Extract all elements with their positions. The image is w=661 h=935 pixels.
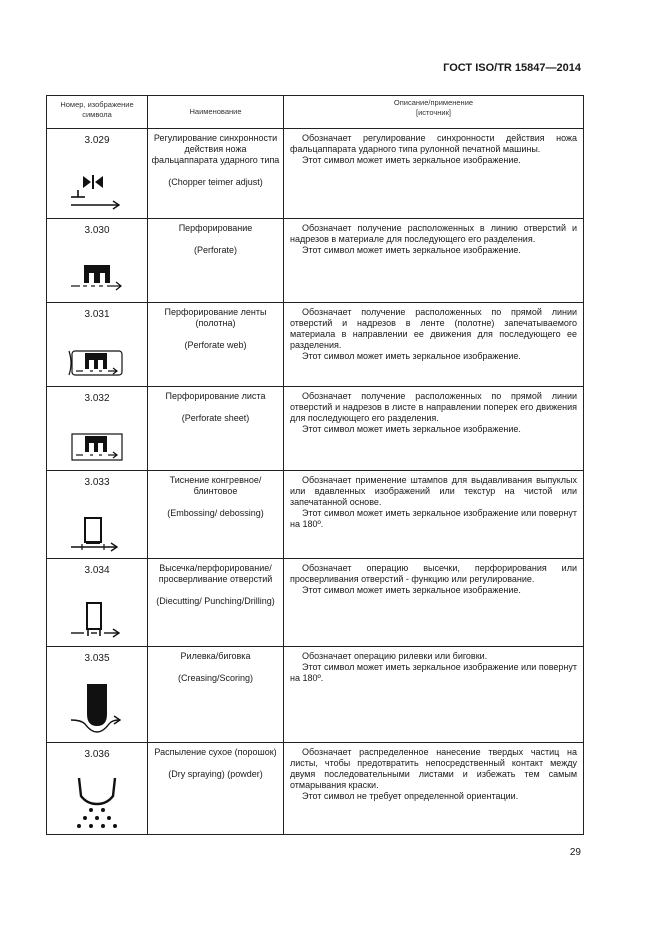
dry-spraying-icon: [67, 772, 127, 830]
symbol-name-en: (Perforate sheet): [181, 413, 250, 423]
symbol-name-en: (Perforate): [193, 245, 237, 255]
table-row: [47, 559, 584, 647]
table-row: [47, 743, 584, 835]
table-row: [47, 219, 584, 303]
col-description-title: Описание/применение: [393, 98, 474, 107]
symbol-name: Регулирование синхронности действия ножа фальцаппарата ударного типа: [151, 133, 280, 165]
perforate-sheet-icon: [67, 428, 127, 464]
description-text: Обозначает получение расположенных по прямой линии отверстий и надрезов в ленте (полотне) запечатываемого материала в направлении ее движения для последующего ее разделения.: [290, 307, 577, 350]
symbol-name: Высечка/перфорирование/просверливание отверстий: [158, 563, 273, 584]
symbol-name-en: (Embossing/ debossing): [167, 508, 264, 518]
symbol-number: 3.033: [84, 477, 110, 488]
table-row: [47, 129, 584, 219]
symbol-name-en: (Perforate web): [184, 340, 247, 350]
symbol-number: 3.030: [84, 225, 110, 236]
description-note: Этот символ может иметь зеркальное изображение.: [302, 424, 521, 434]
symbol-name-en: (Dry spraying) (powder): [168, 769, 263, 779]
table-row: [47, 647, 584, 743]
symbol-name-en: (Creasing/Scoring): [177, 673, 254, 683]
description-text: Обозначает получение расположенных в линию отверстий и надрезов в материале для последующего его разделения.: [290, 223, 577, 244]
description-text: Обозначает регулирование синхронности действия ножа фальцаппарата ударного типа рулонной печатной машины.: [290, 133, 577, 154]
description-note: Этот символ может иметь зеркальное изображение.: [302, 585, 521, 595]
perforate-icon: [67, 262, 127, 294]
description-note: Этот символ может иметь зеркальное изображение.: [302, 351, 521, 361]
page-number: 29: [569, 847, 581, 858]
col-description-header: [284, 96, 584, 129]
description-text: Обозначает применение штампов для выдавливания выпуклых или вдавленных изображений или текстур на чистой или запечатанной основе.: [290, 475, 577, 507]
description-text: Обозначает операцию высечки, перфорирования или просверливания отверстий - функцию или регулирование.: [290, 563, 577, 584]
symbol-number: 3.036: [84, 749, 110, 760]
description-note: Этот символ может иметь зеркальное изображение.: [302, 155, 521, 165]
symbol-name: Тиснение конгревное/ блинтовое: [169, 475, 262, 496]
col-description-source: [источник]: [416, 108, 451, 117]
symbol-name: Перфорирование ленты (полотна): [164, 307, 267, 328]
symbol-number: 3.029: [84, 135, 110, 146]
table-header-row: [47, 96, 584, 129]
table-row: [47, 303, 584, 387]
symbol-number: 3.031: [84, 309, 110, 320]
description-note: Этот символ может иметь зеркальное изображение.: [302, 245, 521, 255]
perforate-web-icon: [67, 344, 127, 380]
symbol-number: 3.032: [84, 393, 110, 404]
diecutting-icon: [67, 598, 127, 640]
embossing-icon: [67, 512, 127, 552]
symbol-number: 3.034: [84, 565, 110, 576]
symbols-table: [46, 95, 584, 835]
table-row: [47, 471, 584, 559]
description-text: Обозначает распределенное нанесение твердых частиц на листы, чтобы предотвратить непосредственный контакт между двумя последовательными листами и избежать тем самым отмарывания краски.: [290, 747, 577, 790]
col-name-header: Наименование: [148, 96, 284, 129]
table-row: [47, 387, 584, 471]
symbol-number: 3.035: [84, 653, 110, 664]
symbol-name: Рилевка/биговка: [180, 651, 251, 661]
description-text: Обозначает получение расположенных по прямой линии отверстий и надрезов в листе в направлении поперек его движения для последующего его разделения.: [290, 391, 577, 423]
description-note: Этот символ может иметь зеркальное изображение или повернут на 180º.: [290, 508, 577, 529]
symbol-name: Перфорирование: [178, 223, 253, 233]
description-note: Этот символ может иметь зеркальное изображение или повернут на 180º.: [290, 662, 577, 683]
description-text: Обозначает операцию рилевки или биговки.: [302, 651, 488, 661]
chopper-timer-adjust-icon: [67, 170, 127, 210]
document-id: ГОСТ ISO/TR 15847—2014: [443, 62, 581, 74]
symbol-name: Перфорирование листа: [165, 391, 266, 401]
description-note: Этот символ не требует определенной ориентации.: [302, 791, 519, 801]
creasing-icon: [67, 680, 127, 736]
symbol-name: Распыление сухое (порошок): [154, 747, 277, 757]
symbol-name-en: (Diecutting/ Punching/Drilling): [156, 596, 275, 606]
col-number-header: Номер, изображение символа: [47, 96, 148, 129]
symbol-name-en: (Chopper teimer adjust): [168, 177, 263, 187]
